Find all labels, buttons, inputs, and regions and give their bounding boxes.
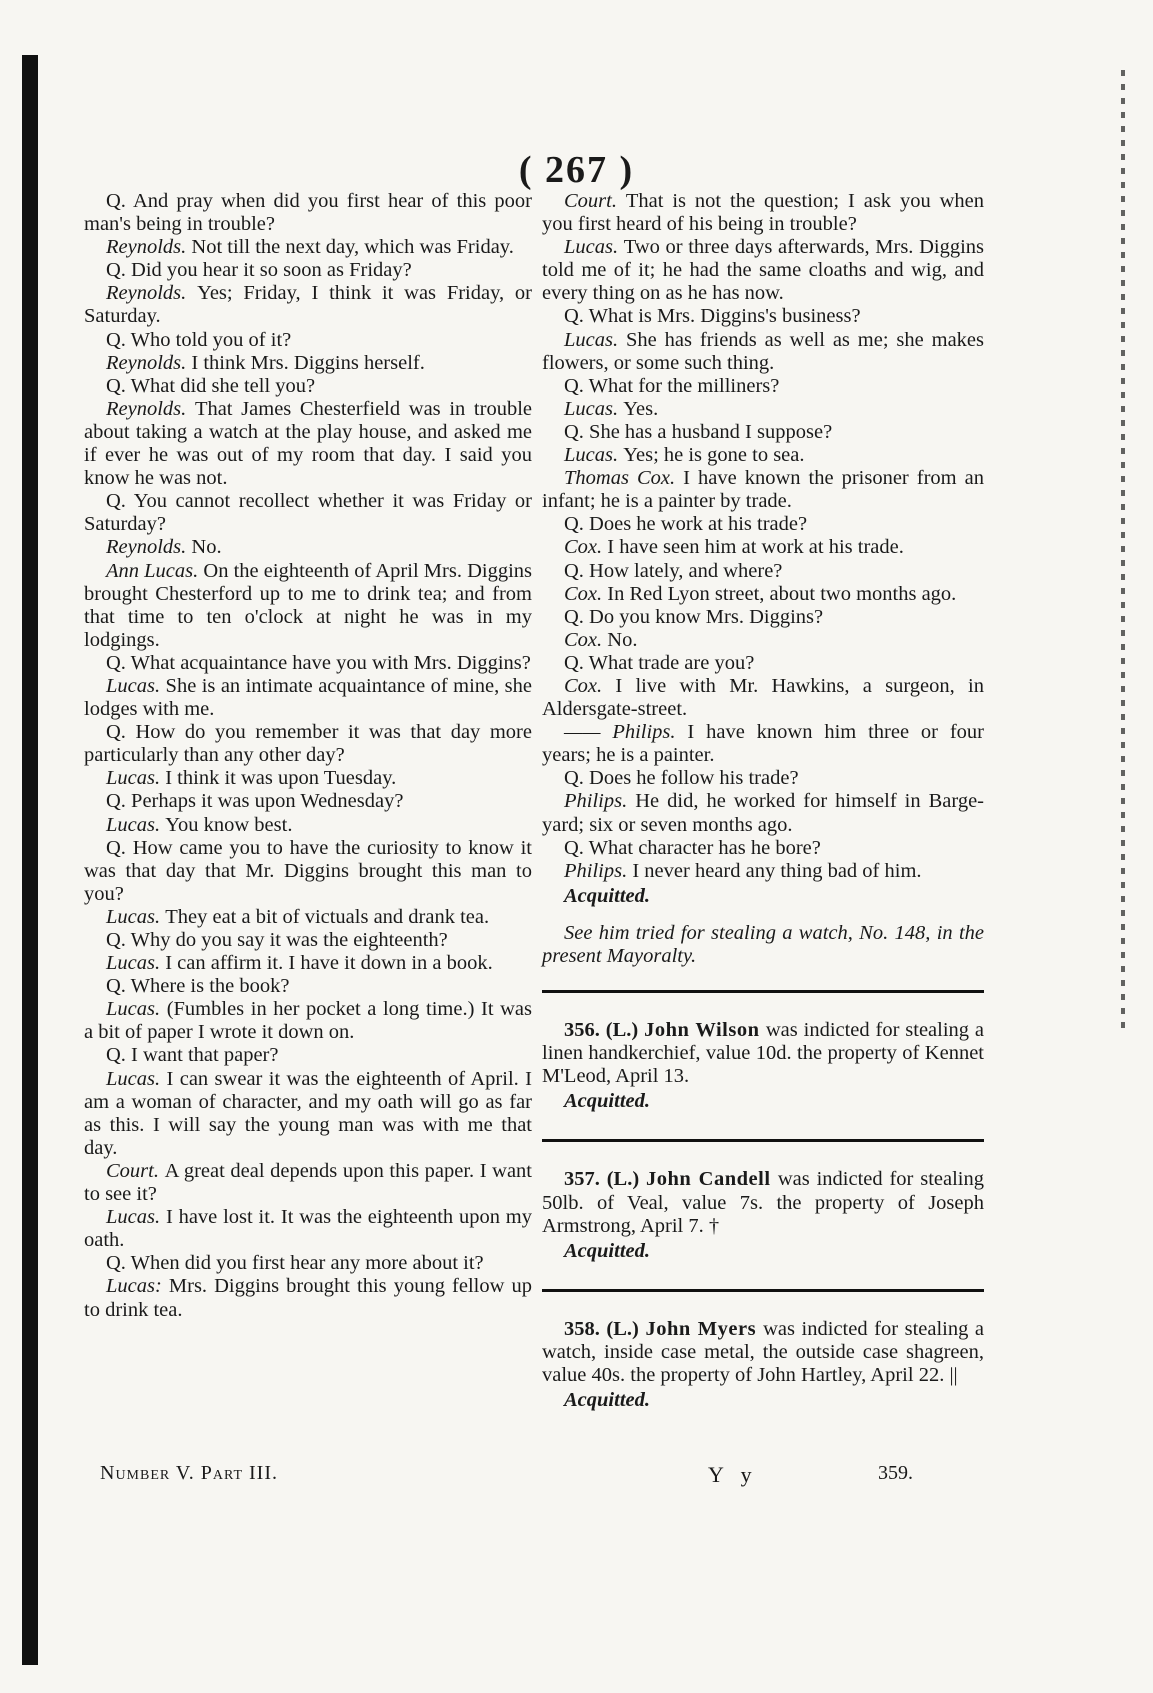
speech-text: Two or three days afterwards, Mrs. Diggins told me of it; he had the same cloaths and wig, and every thing on as he has now. <box>542 236 984 305</box>
speaker-name: Reynolds. <box>106 282 198 305</box>
speech-text: That is not the question; I ask you when you first heard of his being in trouble? <box>542 190 984 236</box>
speech-text: I can affirm it. I have it down in a book. <box>165 952 493 975</box>
defendant-name: John Candell <box>646 1168 778 1191</box>
left-paragraph <box>84 975 532 998</box>
speech-text: Q. I want that paper? <box>106 1044 279 1067</box>
left-paragraph <box>84 675 532 721</box>
case-text: was indicted for stealing a linen handkerchief, value 10d. the property of Kennet M'Leod, April 13. <box>542 1019 985 1088</box>
left-column <box>84 190 532 1322</box>
speech-text: Q. What did she tell you? <box>106 374 316 397</box>
speaker-name: Court. <box>106 1159 165 1182</box>
left-paragraph <box>84 536 532 559</box>
left-paragraph <box>84 1068 532 1160</box>
speech-text: I have known him three or four years; he is a painter. <box>542 721 985 767</box>
left-paragraph <box>84 1044 532 1067</box>
speech-text: Q. What character has he bore? <box>564 836 821 859</box>
speaker-name: Reynolds. <box>106 236 192 259</box>
speech-text: Q. Who told you of it? <box>106 328 292 351</box>
left-paragraph <box>84 721 532 767</box>
left-paragraph <box>84 652 532 675</box>
right-paragraph <box>542 721 984 767</box>
speech-text: Q. What trade are you? <box>564 651 755 674</box>
speech-text: Q. How do you remember it was that day more particularly than any other day? <box>84 721 532 767</box>
speech-text: Q. Perhaps it was upon Wednesday? <box>106 790 404 813</box>
right-paragraph <box>542 305 984 328</box>
left-paragraph <box>84 837 532 906</box>
left-paragraph <box>84 998 532 1044</box>
right-paragraph <box>542 444 984 467</box>
speech-text: On the eighteenth of April Mrs. Diggins brought Chesterford up to me to drink tea; and from that time to ten o'clock at night he was in my lodgings. <box>84 559 533 651</box>
speech-text: Q. What for the milliners? <box>564 374 780 397</box>
speech-text: Q. Does he follow his trade? <box>564 767 799 790</box>
speaker-name: —— Philips. <box>564 721 688 744</box>
speech-text: I think it was upon Tuesday. <box>165 767 397 790</box>
speaker-name: Court. <box>564 190 626 212</box>
speaker-name: Lucas: <box>106 1275 169 1298</box>
speech-text: Q. What acquaintance have you with Mrs. Diggins? <box>106 651 531 674</box>
right-column-dialogue <box>542 190 984 883</box>
speech-text: That James Chesterfield was in trouble about taking a watch at the play house, and asked me if ever he was out of my room that day. I said you know he was not. <box>84 397 532 490</box>
speech-text: She is an intimate acquaintance of mine, she lodges with me. <box>84 674 533 721</box>
right-paragraph <box>542 652 984 675</box>
speaker-name: Lucas. <box>106 905 166 928</box>
left-paragraph <box>84 790 532 813</box>
case-divider <box>542 1289 984 1292</box>
speech-text: No. <box>607 628 638 651</box>
defendant-name: John Wilson <box>644 1019 766 1042</box>
speech-text: (Fumbles in her pocket a long time.) It was a bit of paper I wrote it down on. <box>84 998 532 1044</box>
speaker-name: Ann Lucas. <box>106 559 204 582</box>
speaker-name: Thomas Cox. <box>564 467 684 490</box>
right-paragraph <box>542 513 984 536</box>
right-paragraph <box>542 560 984 583</box>
speaker-name: Philips. <box>564 859 633 882</box>
speaker-name: Cox. <box>564 536 608 559</box>
speaker-name: Lucas. <box>106 767 166 790</box>
speaker-name: Lucas. <box>106 998 167 1021</box>
right-column <box>542 190 984 1412</box>
speech-text: Q. Do you know Mrs. Diggins? <box>564 605 824 628</box>
speech-text: You know best. <box>165 813 293 836</box>
speaker-name: Reynolds. <box>106 351 192 374</box>
speech-text: I have lost it. It was the eighteenth upon my oath. <box>84 1206 533 1252</box>
speech-text: Yes; Friday, I think it was Friday, or Saturday. <box>84 282 532 328</box>
speech-text: I have known the prisoner from an infant; he is a painter by trade. <box>542 467 984 513</box>
speech-text: Q. How came you to have the curiosity to know it was that day that Mr. Diggins brought this man to you? <box>84 836 532 905</box>
left-paragraph <box>84 1206 532 1252</box>
left-paragraph <box>84 1160 532 1206</box>
speech-text: They eat a bit of victuals and drank tea. <box>165 905 490 928</box>
speaker-name: Lucas. <box>564 328 626 351</box>
right-paragraph <box>542 375 984 398</box>
speech-text: A great deal depends upon this paper. I want to see it? <box>84 1159 532 1206</box>
speech-text: Q. When did you first hear any more about it? <box>106 1252 484 1275</box>
speech-text: I have seen him at work at his trade. <box>607 536 904 559</box>
verdict-chesterfield: Acquitted. <box>564 884 650 907</box>
case-divider <box>542 1139 984 1142</box>
see-note: See him tried for stealing a watch, No. 148, in the present Mayoralty. <box>542 921 984 967</box>
case-entry <box>542 1318 984 1387</box>
left-paragraph <box>84 190 532 236</box>
right-paragraph <box>542 467 984 513</box>
speaker-name: Lucas. <box>564 397 624 420</box>
speaker-name: Lucas. <box>106 1067 167 1090</box>
right-paragraph <box>542 236 984 305</box>
case-divider <box>542 990 984 993</box>
left-paragraph <box>84 1252 532 1275</box>
case-number: 356. (L.) <box>564 1019 645 1042</box>
case-verdict: Acquitted. <box>564 1090 650 1113</box>
case-verdict: Acquitted. <box>564 1389 650 1412</box>
footer-number-part: Number V. Part III. <box>100 1462 278 1484</box>
speaker-name: Lucas. <box>106 813 166 836</box>
left-paragraph <box>84 236 532 259</box>
right-paragraph <box>542 790 984 836</box>
case-entry <box>542 1168 984 1237</box>
speech-text: Mrs. Diggins brought this young fellow up to drink tea. <box>84 1275 532 1321</box>
speaker-name: Lucas. <box>106 674 166 697</box>
right-paragraph <box>542 190 984 236</box>
speech-text: I never heard any thing bad of him. <box>632 859 922 882</box>
scan-right-edge <box>1121 70 1125 1030</box>
speech-text: Q. You cannot recollect whether it was Friday or Saturday? <box>84 490 532 536</box>
case-text: was indicted for stealing 50lb. of Veal, value 7s. the property of Joseph Armstrong, April 7. † <box>542 1168 984 1237</box>
right-paragraph <box>542 329 984 375</box>
speaker-name: Cox. <box>564 628 608 651</box>
speech-text: Not till the next day, which was Friday. <box>191 236 514 259</box>
left-paragraph <box>84 560 532 652</box>
case-verdict: Acquitted. <box>564 1239 650 1262</box>
scan-binding-edge <box>22 55 38 1665</box>
speech-text: In Red Lyon street, about two months ago. <box>607 582 957 605</box>
left-paragraph <box>84 398 532 490</box>
page-number: ( 267 ) <box>518 149 635 191</box>
left-paragraph <box>84 814 532 837</box>
speech-text: No. <box>191 536 222 559</box>
case-text: was indicted for stealing a watch, inside case metal, the outside case shagreen, value 40s. the property of John Hartley, April 22. || <box>542 1317 985 1387</box>
right-paragraph <box>542 675 984 721</box>
speech-text: Q. Where is the book? <box>106 975 290 998</box>
speaker-name: Lucas. <box>564 236 624 259</box>
left-paragraph <box>84 952 532 975</box>
right-paragraph <box>542 629 984 652</box>
speech-text: Q. Does he work at his trade? <box>564 513 808 536</box>
speech-text: Yes. <box>623 397 659 420</box>
speaker-name: Cox. <box>564 582 608 605</box>
speaker-name: Philips. <box>564 790 636 813</box>
case-number: 358. (L.) <box>564 1317 646 1340</box>
speech-text: Q. Did you hear it so soon as Friday? <box>106 259 412 282</box>
speech-text: I live with Mr. Hawkins, a surgeon, in Aldersgate-street. <box>542 674 984 721</box>
case-number: 357. (L.) <box>564 1168 647 1191</box>
speech-text: He did, he worked for himself in Barge-yard; six or seven months ago. <box>542 790 985 836</box>
footer-signature: Y y <box>708 1462 758 1487</box>
right-paragraph <box>542 767 984 790</box>
right-paragraph <box>542 536 984 559</box>
case-list <box>542 990 984 1412</box>
speech-text: I think Mrs. Diggins herself. <box>191 351 425 374</box>
speech-text: She has friends as well as me; she makes flowers, or some such thing. <box>542 328 984 374</box>
left-paragraph <box>84 490 532 536</box>
right-paragraph <box>542 860 984 883</box>
right-paragraph <box>542 837 984 860</box>
speech-text: Q. And pray when did you first hear of this poor man's being in trouble? <box>84 190 532 236</box>
speaker-name: Lucas. <box>106 1206 166 1229</box>
footer-catchword: 359. <box>878 1462 913 1484</box>
left-paragraph <box>84 329 532 352</box>
left-paragraph <box>84 906 532 929</box>
left-paragraph <box>84 1275 532 1321</box>
speaker-name: Lucas. <box>564 444 624 467</box>
right-paragraph <box>542 606 984 629</box>
case-entry <box>542 1019 984 1088</box>
speech-text: I can swear it was the eighteenth of April. I am a woman of character, and my oath will go as far as this. I will say the young man was with me that day. <box>84 1067 532 1159</box>
right-paragraph <box>542 398 984 421</box>
defendant-name: John Myers <box>645 1317 764 1340</box>
speaker-name: Cox. <box>564 674 616 697</box>
speaker-name: Reynolds. <box>106 536 192 559</box>
speaker-name: Lucas. <box>106 952 166 975</box>
left-paragraph <box>84 259 532 282</box>
speaker-name: Reynolds. <box>106 397 195 420</box>
left-paragraph <box>84 352 532 375</box>
left-paragraph <box>84 375 532 398</box>
speech-text: Q. How lately, and where? <box>564 559 783 582</box>
right-paragraph <box>542 583 984 606</box>
speech-text: Q. She has a husband I suppose? <box>564 420 833 443</box>
left-paragraph <box>84 282 532 328</box>
left-paragraph <box>84 767 532 790</box>
speech-text: Yes; he is gone to sea. <box>623 444 805 467</box>
left-paragraph <box>84 929 532 952</box>
right-paragraph <box>542 421 984 444</box>
speech-text: Q. What is Mrs. Diggins's business? <box>564 305 861 328</box>
speech-text: Q. Why do you say it was the eighteenth? <box>106 929 448 951</box>
